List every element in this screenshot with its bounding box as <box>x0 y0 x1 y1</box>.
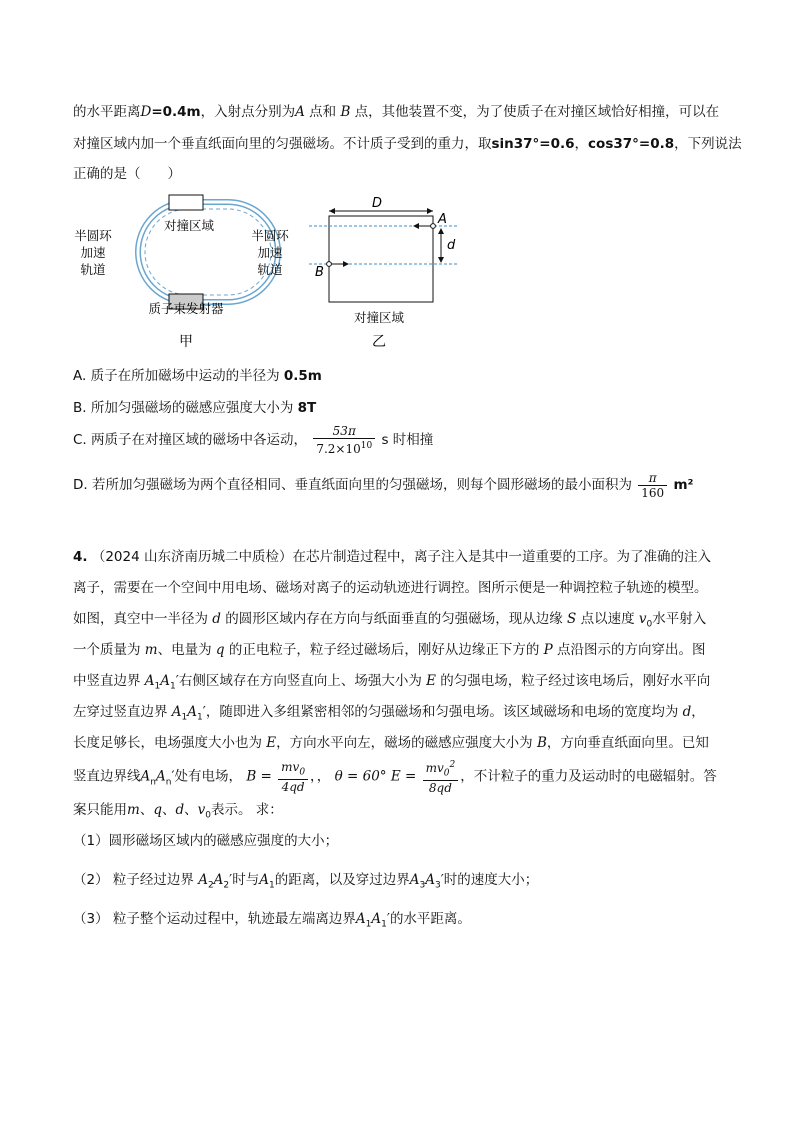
b-field-fraction: $\frac{mv_0}{4qd}$ <box>278 760 308 794</box>
option-d: D. 若所加匀强磁场为两个直径相同、垂直纸面向里的匀强磁场，则每个圆形磁场的最小面积为 $\frac{\pi}{160}$ m² <box>73 470 694 500</box>
label-D: D <box>371 196 383 211</box>
figure-yi <box>305 190 465 355</box>
q4-line-3: 如图，真空中一半径为 d 的圆形区域内存在方向与纸面垂直的匀强磁场，现从边缘 S 点以速度 $v_0$水平射入 <box>73 611 707 630</box>
q4-line-1: 4. （2024 山东济南历城二中质检）在芯片制造过程中，离子注入是其中一道重要的工序。为了准确的注入 <box>73 549 711 565</box>
q3-line-3: 正确的是（ ） <box>73 166 181 182</box>
q4-line-6: 左穿过竖直边界 $A_1A_1'$，随即进入多组紧密相邻的匀强磁场和匀强电场。该区域磁场和电场的宽度均为 d， <box>73 704 705 723</box>
e-field-fraction: $\frac{mv_0^2}{8qd}$ <box>423 758 459 795</box>
label-B: B <box>315 265 324 280</box>
option-c-fraction: $\frac{53\pi}{7.2\times 10^{10}}$ <box>313 424 375 456</box>
q4-line-5: 中竖直边界 $A_1A_1'$右侧区域存在方向竖直向上、场强大小为 E 的匀强电场，粒子经过该电场后，刚好水平向 <box>73 673 711 692</box>
option-a: A. 质子在所加磁场中运动的半径为 0.5m <box>73 368 322 384</box>
point-A <box>431 224 436 229</box>
label-left-ring-1: 半圆环 <box>74 228 112 243</box>
collision-box <box>169 195 203 210</box>
arrowhead-D-right <box>427 208 433 214</box>
label-d: d <box>447 238 456 253</box>
arrowhead-B <box>343 261 349 267</box>
q4-line-9: 案只能用m、q、d、$v_0$表示。 求： <box>73 802 283 821</box>
label-left-ring-3: 轨道 <box>80 262 106 277</box>
arrowhead-A <box>413 223 419 229</box>
q4-line-4: 一个质量为 m、电量为 q 的正电粒子，粒子经过磁场后，刚好从边缘正下方的 P 点沿图示的方向穿出。图 <box>73 642 706 658</box>
caption-jia: 甲 <box>179 334 193 350</box>
arrowhead-D-left <box>329 208 335 214</box>
label-right-ring-2: 加速 <box>257 245 283 260</box>
label-yi-region: 对撞区域 <box>353 310 405 325</box>
option-d-fraction: $\frac{\pi}{160}$ <box>638 471 667 500</box>
option-c: C. 两质子在对撞区域的磁场中各运动， $\frac{53\pi}{7.2\times 10^{10}}$ s 时相撞 <box>73 424 434 456</box>
figure-jia <box>73 190 313 355</box>
option-b: B. 所加匀强磁场的磁感应强度大小为 8T <box>73 400 317 416</box>
q3-line-1: 的水平距离D=0.4m，入射点分别为A 点和 B 点，其他装置不变，为了使质子在对撞区域恰好相撞，可以在 <box>73 104 720 120</box>
label-emitter: 质子束发射器 <box>148 301 224 316</box>
q4-line-8: 竖直边界线$A_nA_n'$处有电场， B = $\frac{mv_0}{4qd}$ ，， θ = 60° E = $\frac{mv_0^2}{8qd}$ ，不计粒子的重力及运动时的电磁辐射。答 <box>73 759 717 796</box>
q3-line-2: 对撞区域内加一个垂直纸面向里的匀强磁场。不计质子受到的重力，取sin37°=0.6，cos37°=0.8，下列说法 <box>73 136 742 152</box>
caption-yi: 乙 <box>372 334 386 350</box>
arrowhead-d-top <box>438 228 444 234</box>
q4-sub-2: （2） 粒子经过边界 $A_2A_2'$时与$A_1$的距离，以及穿过边界$A_3A_3'$时的速度大小； <box>73 872 539 891</box>
label-right-ring-3: 轨道 <box>257 262 283 277</box>
collision-region-box <box>329 216 433 302</box>
point-B <box>327 262 332 267</box>
q4-line-7: 长度足够长，电场强度大小也为 E，方向水平向左，磁场的磁感应强度大小为 B，方向垂直纸面向里。已知 <box>73 735 709 751</box>
q4-line-2: 离子，需要在一个空间中用电场、磁场对离子的运动轨迹进行调控。图所示便是一种调控粒子轨迹的模型。 <box>73 580 708 596</box>
label-collision-region: 对撞区域 <box>163 218 215 233</box>
label-left-ring-2: 加速 <box>80 245 106 260</box>
q4-sub-3: （3） 粒子整个运动过程中，轨迹最左端离边界$A_1A_1'$的水平距离。 <box>73 911 471 930</box>
label-A: A <box>438 212 447 227</box>
label-right-ring-1: 半圆环 <box>251 228 289 243</box>
q4-sub-1: （1）圆形磁场区域内的磁感应强度的大小； <box>73 833 339 849</box>
arrowhead-d-bottom <box>438 257 444 263</box>
